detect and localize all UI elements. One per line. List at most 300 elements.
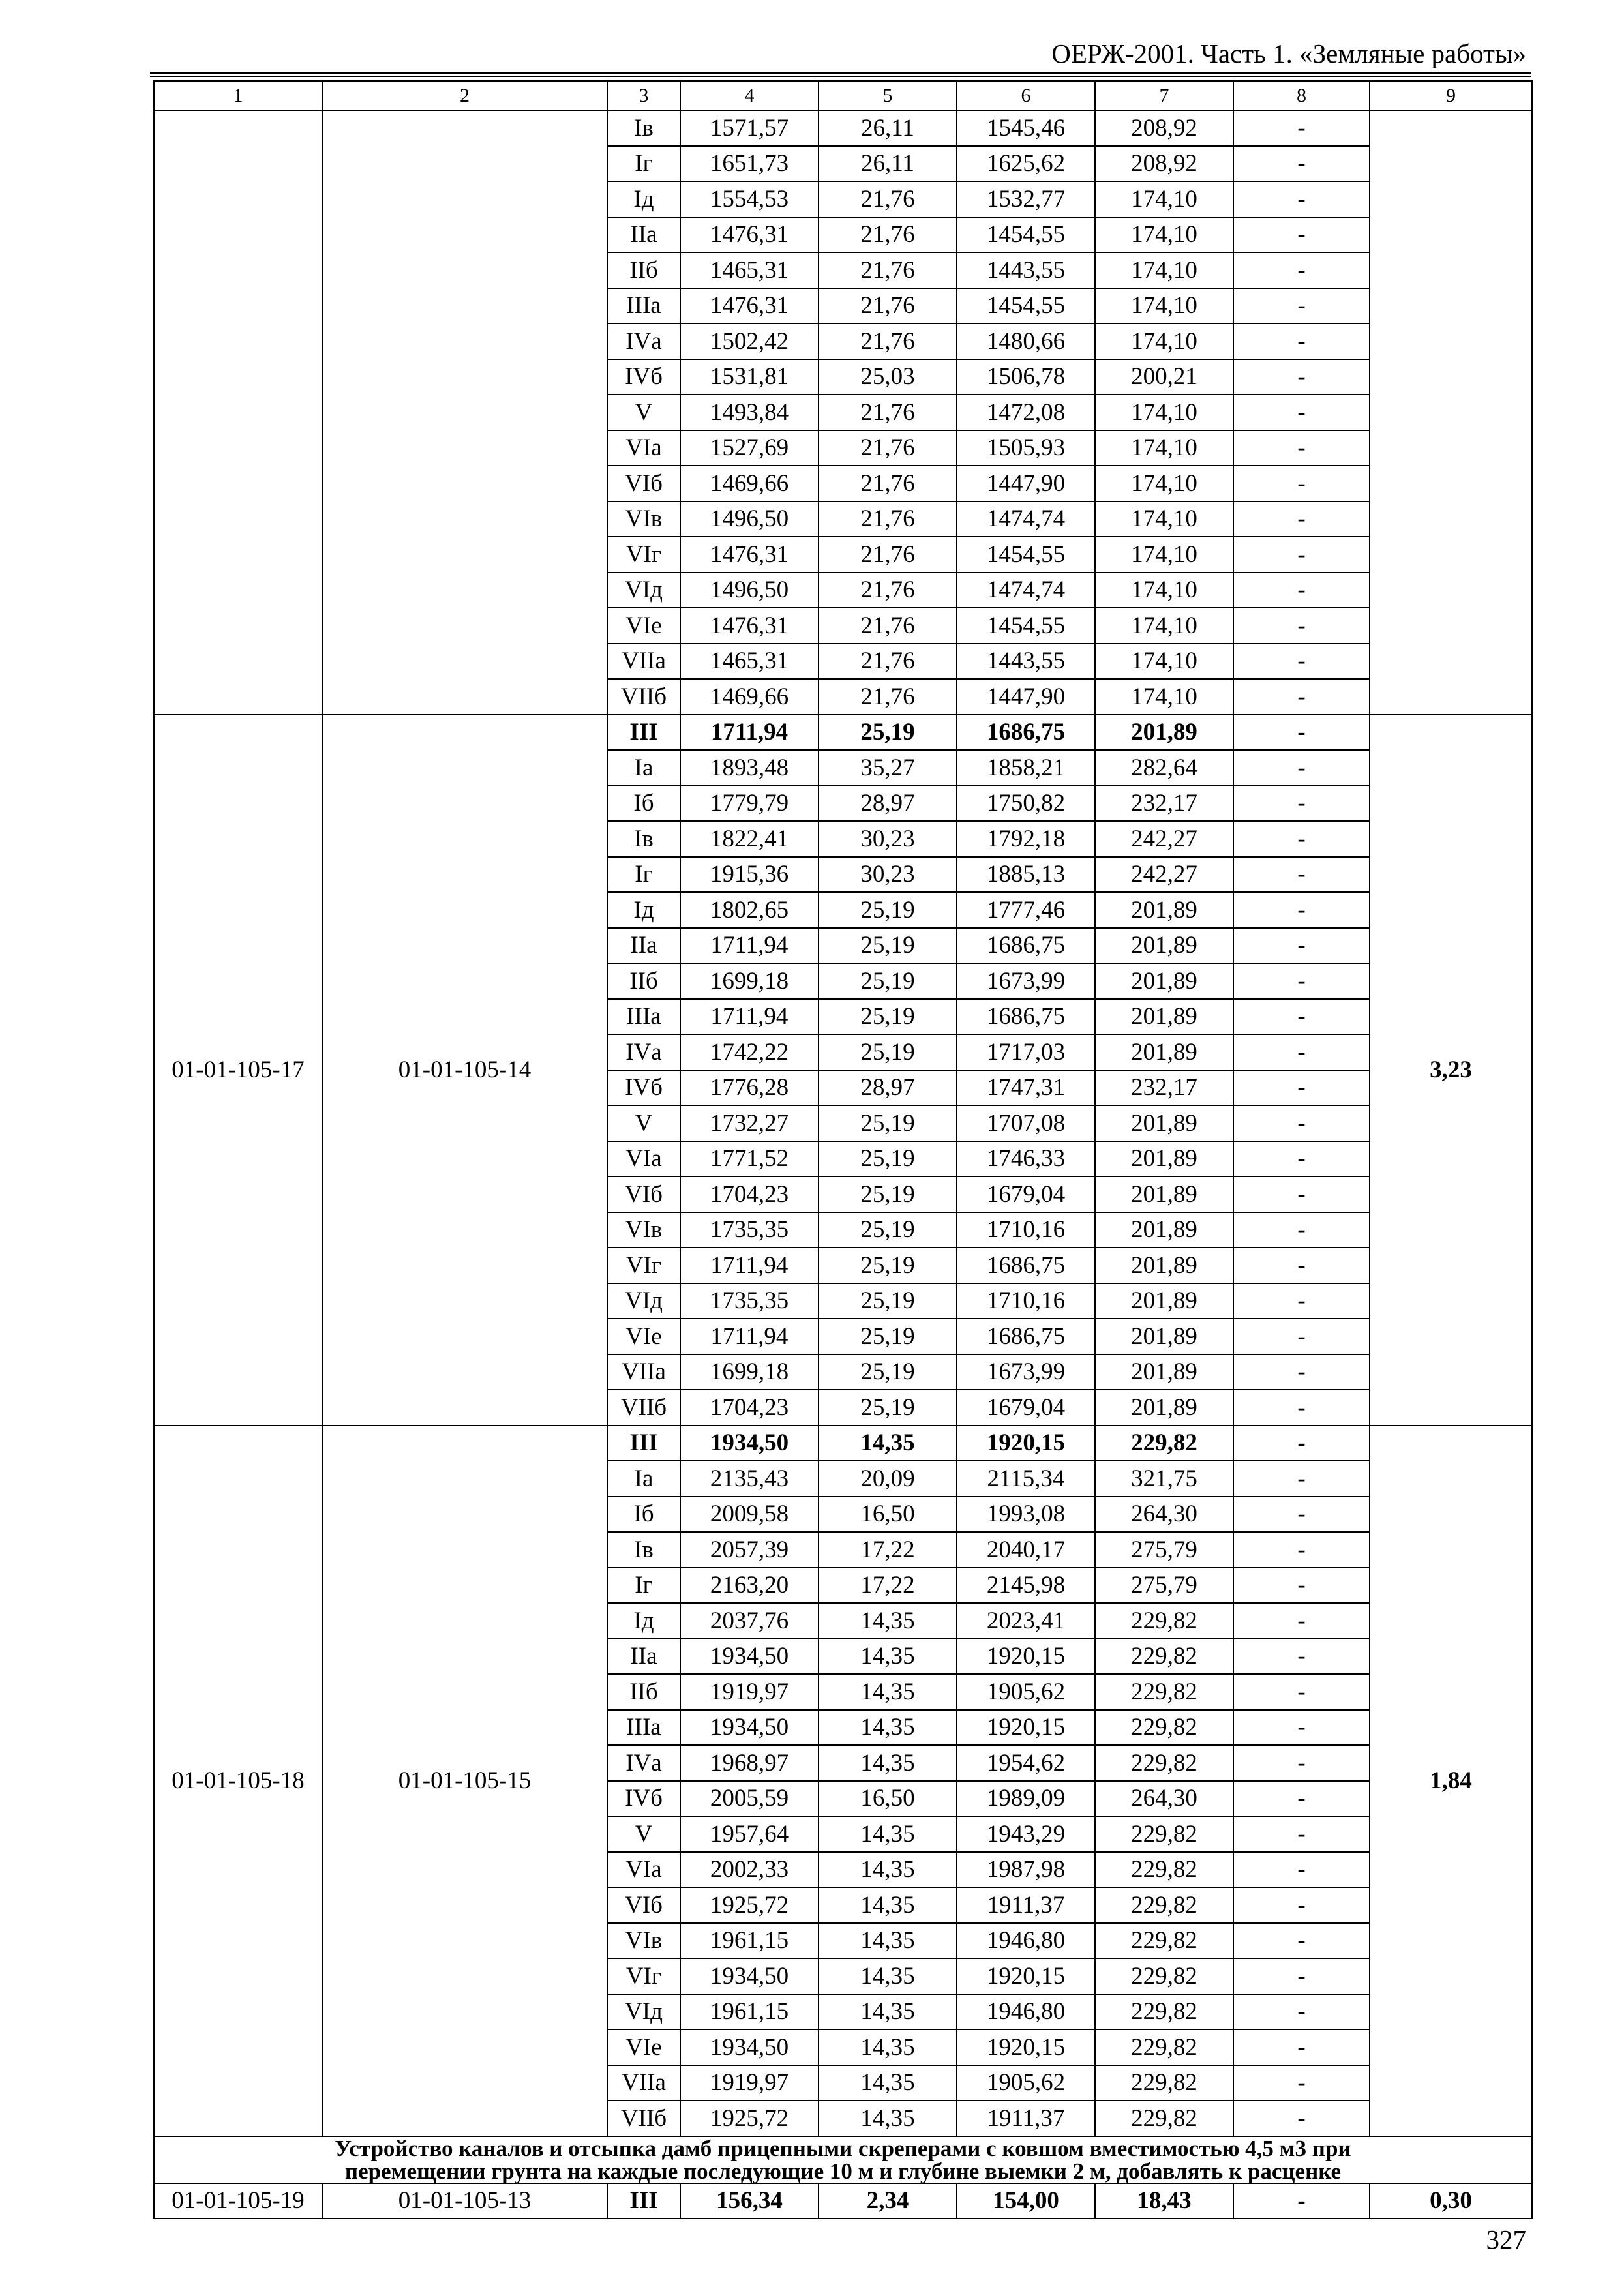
value-cell: 2145,98 (957, 1568, 1095, 1604)
value-cell: 1802,65 (680, 892, 819, 928)
value-cell: - (1233, 2065, 1370, 2101)
soil-group-cell: VIд (607, 1283, 680, 1319)
value-cell: 25,19 (819, 1390, 957, 1426)
value-cell: 35,27 (819, 750, 957, 786)
value-cell: 1711,94 (680, 999, 819, 1035)
value-cell: - (1233, 359, 1370, 395)
value-cell: 1735,35 (680, 1212, 819, 1248)
value-cell: - (1233, 1887, 1370, 1923)
value-cell: 1673,99 (957, 963, 1095, 999)
value-cell: 264,30 (1095, 1781, 1233, 1817)
value-cell: 229,82 (1095, 1852, 1233, 1888)
value-cell: 229,82 (1095, 1958, 1233, 1994)
value-cell: 201,89 (1095, 715, 1233, 751)
value-cell: 1469,66 (680, 466, 819, 501)
value-cell: 14,35 (819, 1887, 957, 1923)
value-cell: 174,10 (1095, 217, 1233, 253)
soil-group-cell: IIа (607, 928, 680, 964)
note-row (154, 2136, 1532, 2183)
value-cell: - (1233, 1390, 1370, 1426)
soil-group-cell: VIа (607, 430, 680, 466)
value-cell: 2009,58 (680, 1497, 819, 1533)
soil-group-cell: IIIа (607, 288, 680, 324)
value-cell: 1920,15 (957, 1639, 1095, 1675)
value-cell: - (1233, 252, 1370, 288)
note-line: Устройство каналов и отсыпка дамб прицепными скреперами с ковшом вместимостью 4,5 м3 при (335, 2135, 1351, 2161)
value-cell: 25,19 (819, 1141, 957, 1177)
soil-group-cell: IIа (607, 1639, 680, 1675)
value-cell: 2057,39 (680, 1532, 819, 1568)
value-cell: 201,89 (1095, 1354, 1233, 1390)
value-cell: 1954,62 (957, 1745, 1095, 1781)
soil-group-cell: VIг (607, 1958, 680, 1994)
soil-group-cell: VIIб (607, 2101, 680, 2136)
value-cell: 174,10 (1095, 537, 1233, 573)
value-cell: 1527,69 (680, 430, 819, 466)
value-cell: 2005,59 (680, 1781, 819, 1817)
value-cell: - (1233, 715, 1370, 751)
code-cell: 01-01-105-19 (154, 2183, 322, 2219)
value-cell: 25,19 (819, 1034, 957, 1070)
value-cell: - (1233, 1745, 1370, 1781)
value-cell: - (1233, 1923, 1370, 1959)
price-table (153, 80, 1533, 2219)
value-cell: 1686,75 (957, 928, 1095, 964)
column-number-cell: 7 (1095, 81, 1233, 110)
header-rule (150, 72, 1531, 74)
value-cell: - (1233, 573, 1370, 608)
soil-group-cell: VIа (607, 1141, 680, 1177)
value-cell: - (1233, 501, 1370, 537)
value-cell: 2115,34 (957, 1461, 1095, 1497)
value-cell: - (1233, 1852, 1370, 1888)
value-cell: 28,97 (819, 786, 957, 822)
value-cell: 1686,75 (957, 999, 1095, 1035)
value-cell: 201,89 (1095, 1319, 1233, 1354)
value-cell: - (1233, 892, 1370, 928)
value-cell: 232,17 (1095, 786, 1233, 822)
value-cell: 229,82 (1095, 1674, 1233, 1710)
value-cell: - (1233, 1176, 1370, 1212)
reference-code-cell (322, 110, 607, 715)
value-cell: 1476,31 (680, 288, 819, 324)
value-cell: - (1233, 323, 1370, 359)
value-cell: 1454,55 (957, 537, 1095, 573)
value-cell: - (1233, 1319, 1370, 1354)
page-header-title: ОЕРЖ-2001. Часть 1. «Земляные работы» (1051, 38, 1526, 68)
soil-group-cell: Iг (607, 1568, 680, 1604)
value-cell: - (1233, 1141, 1370, 1177)
value-cell: 1987,98 (957, 1852, 1095, 1888)
value-cell: 25,03 (819, 359, 957, 395)
soil-group-cell: Iв (607, 1532, 680, 1568)
value-cell: 1679,04 (957, 1390, 1095, 1426)
soil-group-cell: VIв (607, 501, 680, 537)
value-cell: 30,23 (819, 857, 957, 893)
note-line: перемещении грунта на каждые последующие 10 м и глубине выемки 2 м, добавлять к расценке (344, 2158, 1342, 2184)
value-cell: - (1233, 2183, 1370, 2219)
value-cell: - (1233, 1212, 1370, 1248)
section-note (154, 2136, 1532, 2183)
value-cell: 1531,81 (680, 359, 819, 395)
table-body (154, 81, 1532, 2219)
value-cell: 25,19 (819, 963, 957, 999)
value-cell: 1447,90 (957, 466, 1095, 501)
value-cell: 174,10 (1095, 181, 1233, 217)
value-cell: 21,76 (819, 252, 957, 288)
column-number-cell: 1 (154, 81, 322, 110)
value-cell: 1443,55 (957, 644, 1095, 680)
value-cell: - (1233, 1816, 1370, 1852)
value-cell: 1465,31 (680, 252, 819, 288)
value-cell: - (1233, 217, 1370, 253)
value-cell: - (1233, 288, 1370, 324)
value-cell: 14,35 (819, 1852, 957, 1888)
soil-group-cell: VIб (607, 1176, 680, 1212)
column-number-cell: 5 (819, 81, 957, 110)
value-cell: 1822,41 (680, 821, 819, 857)
value-cell: 1934,50 (680, 1639, 819, 1675)
soil-group-cell: VIд (607, 573, 680, 608)
value-cell: 21,76 (819, 466, 957, 501)
value-cell: 1710,16 (957, 1283, 1095, 1319)
value-cell: - (1233, 1781, 1370, 1817)
soil-group-cell: IIб (607, 252, 680, 288)
value-cell: 229,82 (1095, 1887, 1233, 1923)
column-number-cell: 9 (1370, 81, 1532, 110)
value-cell: 21,76 (819, 644, 957, 680)
soil-group-cell: VIIа (607, 2065, 680, 2101)
value-cell: 1717,03 (957, 1034, 1095, 1070)
value-cell: 321,75 (1095, 1461, 1233, 1497)
value-cell: 174,10 (1095, 501, 1233, 537)
value-cell: 1711,94 (680, 715, 819, 751)
value-cell: 1911,37 (957, 1887, 1095, 1923)
value-cell: 14,35 (819, 1710, 957, 1746)
value-cell: 16,50 (819, 1497, 957, 1533)
value-cell: 25,19 (819, 1212, 957, 1248)
value-cell: 14,35 (819, 1426, 957, 1461)
value-cell: 1474,74 (957, 501, 1095, 537)
value-cell: 174,10 (1095, 323, 1233, 359)
soil-group-cell: VIв (607, 1212, 680, 1248)
value-cell: 229,82 (1095, 1816, 1233, 1852)
value-cell: 14,35 (819, 1745, 957, 1781)
soil-group-cell: Iб (607, 786, 680, 822)
soil-group-cell: V (607, 395, 680, 430)
soil-group-cell: VIд (607, 1994, 680, 2030)
value-cell: 208,92 (1095, 146, 1233, 182)
soil-group-cell: IIа (607, 217, 680, 253)
value-cell: 1934,50 (680, 2029, 819, 2065)
soil-group-cell: IIб (607, 1674, 680, 1710)
value-cell: 1532,77 (957, 181, 1095, 217)
value-cell: 1465,31 (680, 644, 819, 680)
value-cell: 14,35 (819, 1674, 957, 1710)
soil-group-cell: VIIа (607, 1354, 680, 1390)
value-cell: 201,89 (1095, 1283, 1233, 1319)
value-cell: 242,27 (1095, 857, 1233, 893)
value-cell: III (607, 2183, 680, 2219)
value-cell: 1476,31 (680, 537, 819, 573)
soil-group-cell: VIг (607, 1248, 680, 1283)
reference-code-cell: 01-01-105-13 (322, 2183, 607, 2219)
value-cell: - (1233, 1461, 1370, 1497)
soil-group-cell: VIа (607, 1852, 680, 1888)
value-cell: 1704,23 (680, 1390, 819, 1426)
value-cell: 21,76 (819, 608, 957, 644)
value-cell: 20,09 (819, 1461, 957, 1497)
soil-group-cell: Iг (607, 146, 680, 182)
value-cell: 1502,42 (680, 323, 819, 359)
code-cell: 01-01-105-18 (154, 1426, 322, 2136)
value-cell: 1493,84 (680, 395, 819, 430)
value-cell: - (1233, 821, 1370, 857)
value-cell: - (1233, 1070, 1370, 1106)
value-cell: 1679,04 (957, 1176, 1095, 1212)
value-cell: - (1233, 963, 1370, 999)
value-cell: - (1233, 1532, 1370, 1568)
soil-group-cell: VIб (607, 1887, 680, 1923)
code-cell: 01-01-105-17 (154, 715, 322, 1426)
value-cell: 174,10 (1095, 252, 1233, 288)
value-cell: 201,89 (1095, 928, 1233, 964)
value-cell: 229,82 (1095, 1994, 1233, 2030)
value-cell: - (1233, 466, 1370, 501)
soil-group-cell: VIIа (607, 644, 680, 680)
value-cell: 14,35 (819, 1994, 957, 2030)
value-cell: - (1233, 1497, 1370, 1533)
value-cell: 201,89 (1095, 892, 1233, 928)
value-cell: 1686,75 (957, 715, 1095, 751)
value-cell: 229,82 (1095, 2101, 1233, 2136)
value-cell: - (1233, 750, 1370, 786)
soil-group-cell: VIIб (607, 1390, 680, 1426)
value-cell: 25,19 (819, 1319, 957, 1354)
soil-group-cell: VIв (607, 1923, 680, 1959)
column-number-cell: 4 (680, 81, 819, 110)
value-cell: 1474,74 (957, 573, 1095, 608)
value-cell: - (1233, 1248, 1370, 1283)
value-cell: 174,10 (1095, 288, 1233, 324)
value-cell: 1506,78 (957, 359, 1095, 395)
value-cell: - (1233, 857, 1370, 893)
value-cell: 1961,15 (680, 1923, 819, 1959)
value-cell: - (1233, 1568, 1370, 1604)
column-number-cell: 3 (607, 81, 680, 110)
value-cell: - (1233, 1603, 1370, 1639)
value-cell: 1911,37 (957, 2101, 1095, 2136)
value-cell: 14,35 (819, 2101, 957, 2136)
column-number-cell: 6 (957, 81, 1095, 110)
column-number-row (154, 81, 1532, 110)
soil-group-cell: VIе (607, 1319, 680, 1354)
value-cell: 16,50 (819, 1781, 957, 1817)
value-cell: 0,30 (1370, 2183, 1532, 2219)
value-cell: 2037,76 (680, 1603, 819, 1639)
soil-group-cell: IVа (607, 1034, 680, 1070)
value-cell: 1905,62 (957, 2065, 1095, 2101)
value-cell: 1476,31 (680, 608, 819, 644)
value-cell: 229,82 (1095, 1639, 1233, 1675)
page-number: 327 (1486, 2224, 1526, 2254)
value-cell: 1699,18 (680, 1354, 819, 1390)
value-cell: 174,10 (1095, 644, 1233, 680)
value-cell: 1920,15 (957, 1426, 1095, 1461)
value-cell: 1454,55 (957, 608, 1095, 644)
value-cell: 1571,57 (680, 110, 819, 146)
value-cell: - (1233, 2101, 1370, 2136)
value-cell: 1699,18 (680, 963, 819, 999)
value-cell: 1505,93 (957, 430, 1095, 466)
value-cell: 174,10 (1095, 608, 1233, 644)
value-cell: 1925,72 (680, 1887, 819, 1923)
value-cell: 229,82 (1095, 2029, 1233, 2065)
value-cell: 30,23 (819, 821, 957, 857)
value-cell: 2023,41 (957, 1603, 1095, 1639)
table-row (154, 1426, 1532, 1461)
value-cell: 201,89 (1095, 1176, 1233, 1212)
extra-value-cell (1370, 110, 1532, 715)
soil-group-cell: V (607, 1105, 680, 1141)
value-cell: 2002,33 (680, 1852, 819, 1888)
value-cell: 1651,73 (680, 146, 819, 182)
value-cell: - (1233, 1958, 1370, 1994)
value-cell: 174,10 (1095, 679, 1233, 715)
soil-group-cell: IIIа (607, 999, 680, 1035)
soil-group-cell: Iв (607, 821, 680, 857)
reference-code-cell: 01-01-105-15 (322, 1426, 607, 2136)
value-cell: 1885,13 (957, 857, 1095, 893)
value-cell: - (1233, 608, 1370, 644)
soil-group-cell: Iд (607, 181, 680, 217)
value-cell: 1469,66 (680, 679, 819, 715)
value-cell: 1554,53 (680, 181, 819, 217)
value-cell: 1779,79 (680, 786, 819, 822)
value-cell: - (1233, 1639, 1370, 1675)
value-cell: 1920,15 (957, 1710, 1095, 1746)
value-cell: 25,19 (819, 999, 957, 1035)
value-cell: 229,82 (1095, 1710, 1233, 1746)
value-cell: 201,89 (1095, 963, 1233, 999)
value-cell: 21,76 (819, 430, 957, 466)
value-cell: 2135,43 (680, 1461, 819, 1497)
value-cell: 1771,52 (680, 1141, 819, 1177)
reference-code-cell: 01-01-105-14 (322, 715, 607, 1426)
value-cell: 229,82 (1095, 2065, 1233, 2101)
soil-group-cell: Iд (607, 892, 680, 928)
soil-group-cell: IVа (607, 323, 680, 359)
value-cell: 18,43 (1095, 2183, 1233, 2219)
value-cell: 201,89 (1095, 1212, 1233, 1248)
value-cell: - (1233, 1994, 1370, 2030)
value-cell: 2163,20 (680, 1568, 819, 1604)
soil-group-cell: Iб (607, 1497, 680, 1533)
value-cell: 1746,33 (957, 1141, 1095, 1177)
value-cell: 1792,18 (957, 821, 1095, 857)
value-cell: 229,82 (1095, 1923, 1233, 1959)
value-cell: 1686,75 (957, 1319, 1095, 1354)
value-cell: - (1233, 181, 1370, 217)
value-cell: - (1233, 644, 1370, 680)
value-cell: - (1233, 1710, 1370, 1746)
value-cell: 1454,55 (957, 288, 1095, 324)
value-cell: 1732,27 (680, 1105, 819, 1141)
value-cell: 1993,08 (957, 1497, 1095, 1533)
soil-group-cell: VIе (607, 608, 680, 644)
value-cell: - (1233, 537, 1370, 573)
value-cell: 229,82 (1095, 1745, 1233, 1781)
value-cell: 1968,97 (680, 1745, 819, 1781)
value-cell: 21,76 (819, 217, 957, 253)
value-cell: 1710,16 (957, 1212, 1095, 1248)
value-cell: - (1233, 110, 1370, 146)
value-cell: 1934,50 (680, 1426, 819, 1461)
value-cell: - (1233, 1283, 1370, 1319)
value-cell: 1925,72 (680, 2101, 819, 2136)
value-cell: 14,35 (819, 1603, 957, 1639)
value-cell: 1673,99 (957, 1354, 1095, 1390)
value-cell: 1496,50 (680, 501, 819, 537)
table-row (154, 2183, 1532, 2219)
value-cell: 14,35 (819, 1923, 957, 1959)
value-cell: 1858,21 (957, 750, 1095, 786)
extra-value-cell: 1,84 (1370, 1426, 1532, 2136)
value-cell: 1496,50 (680, 573, 819, 608)
value-cell: 1934,50 (680, 1958, 819, 1994)
value-cell: 25,19 (819, 1248, 957, 1283)
value-cell: 14,35 (819, 1816, 957, 1852)
value-cell: 1711,94 (680, 1248, 819, 1283)
soil-group-cell: IIIа (607, 1710, 680, 1746)
value-cell: 1920,15 (957, 1958, 1095, 1994)
value-cell: 28,97 (819, 1070, 957, 1106)
value-cell: 1777,46 (957, 892, 1095, 928)
value-cell: - (1233, 1105, 1370, 1141)
column-number-cell: 2 (322, 81, 607, 110)
value-cell: 1934,50 (680, 1710, 819, 1746)
value-cell: 1707,08 (957, 1105, 1095, 1141)
soil-group-cell: VIб (607, 466, 680, 501)
soil-group-cell: V (607, 1816, 680, 1852)
value-cell: 21,76 (819, 395, 957, 430)
table-row (154, 110, 1532, 146)
value-cell: 21,76 (819, 679, 957, 715)
soil-group-cell: VIг (607, 537, 680, 573)
value-cell: - (1233, 1354, 1370, 1390)
value-cell: 1686,75 (957, 1248, 1095, 1283)
value-cell: 1447,90 (957, 679, 1095, 715)
value-cell: 21,76 (819, 323, 957, 359)
value-cell: - (1233, 146, 1370, 182)
value-cell: 26,11 (819, 146, 957, 182)
value-cell: 1545,46 (957, 110, 1095, 146)
value-cell: 1711,94 (680, 928, 819, 964)
value-cell: 174,10 (1095, 573, 1233, 608)
column-number-cell: 8 (1233, 81, 1370, 110)
value-cell: 208,92 (1095, 110, 1233, 146)
value-cell: 1443,55 (957, 252, 1095, 288)
value-cell: 1711,94 (680, 1319, 819, 1354)
value-cell: 1946,80 (957, 1994, 1095, 2030)
value-cell: 1750,82 (957, 786, 1095, 822)
value-cell: 275,79 (1095, 1532, 1233, 1568)
value-cell: 25,19 (819, 1283, 957, 1319)
header-rule-thin (150, 76, 1531, 77)
soil-group-cell: IVа (607, 1745, 680, 1781)
soil-group-cell: IVб (607, 359, 680, 395)
value-cell: 25,19 (819, 1105, 957, 1141)
